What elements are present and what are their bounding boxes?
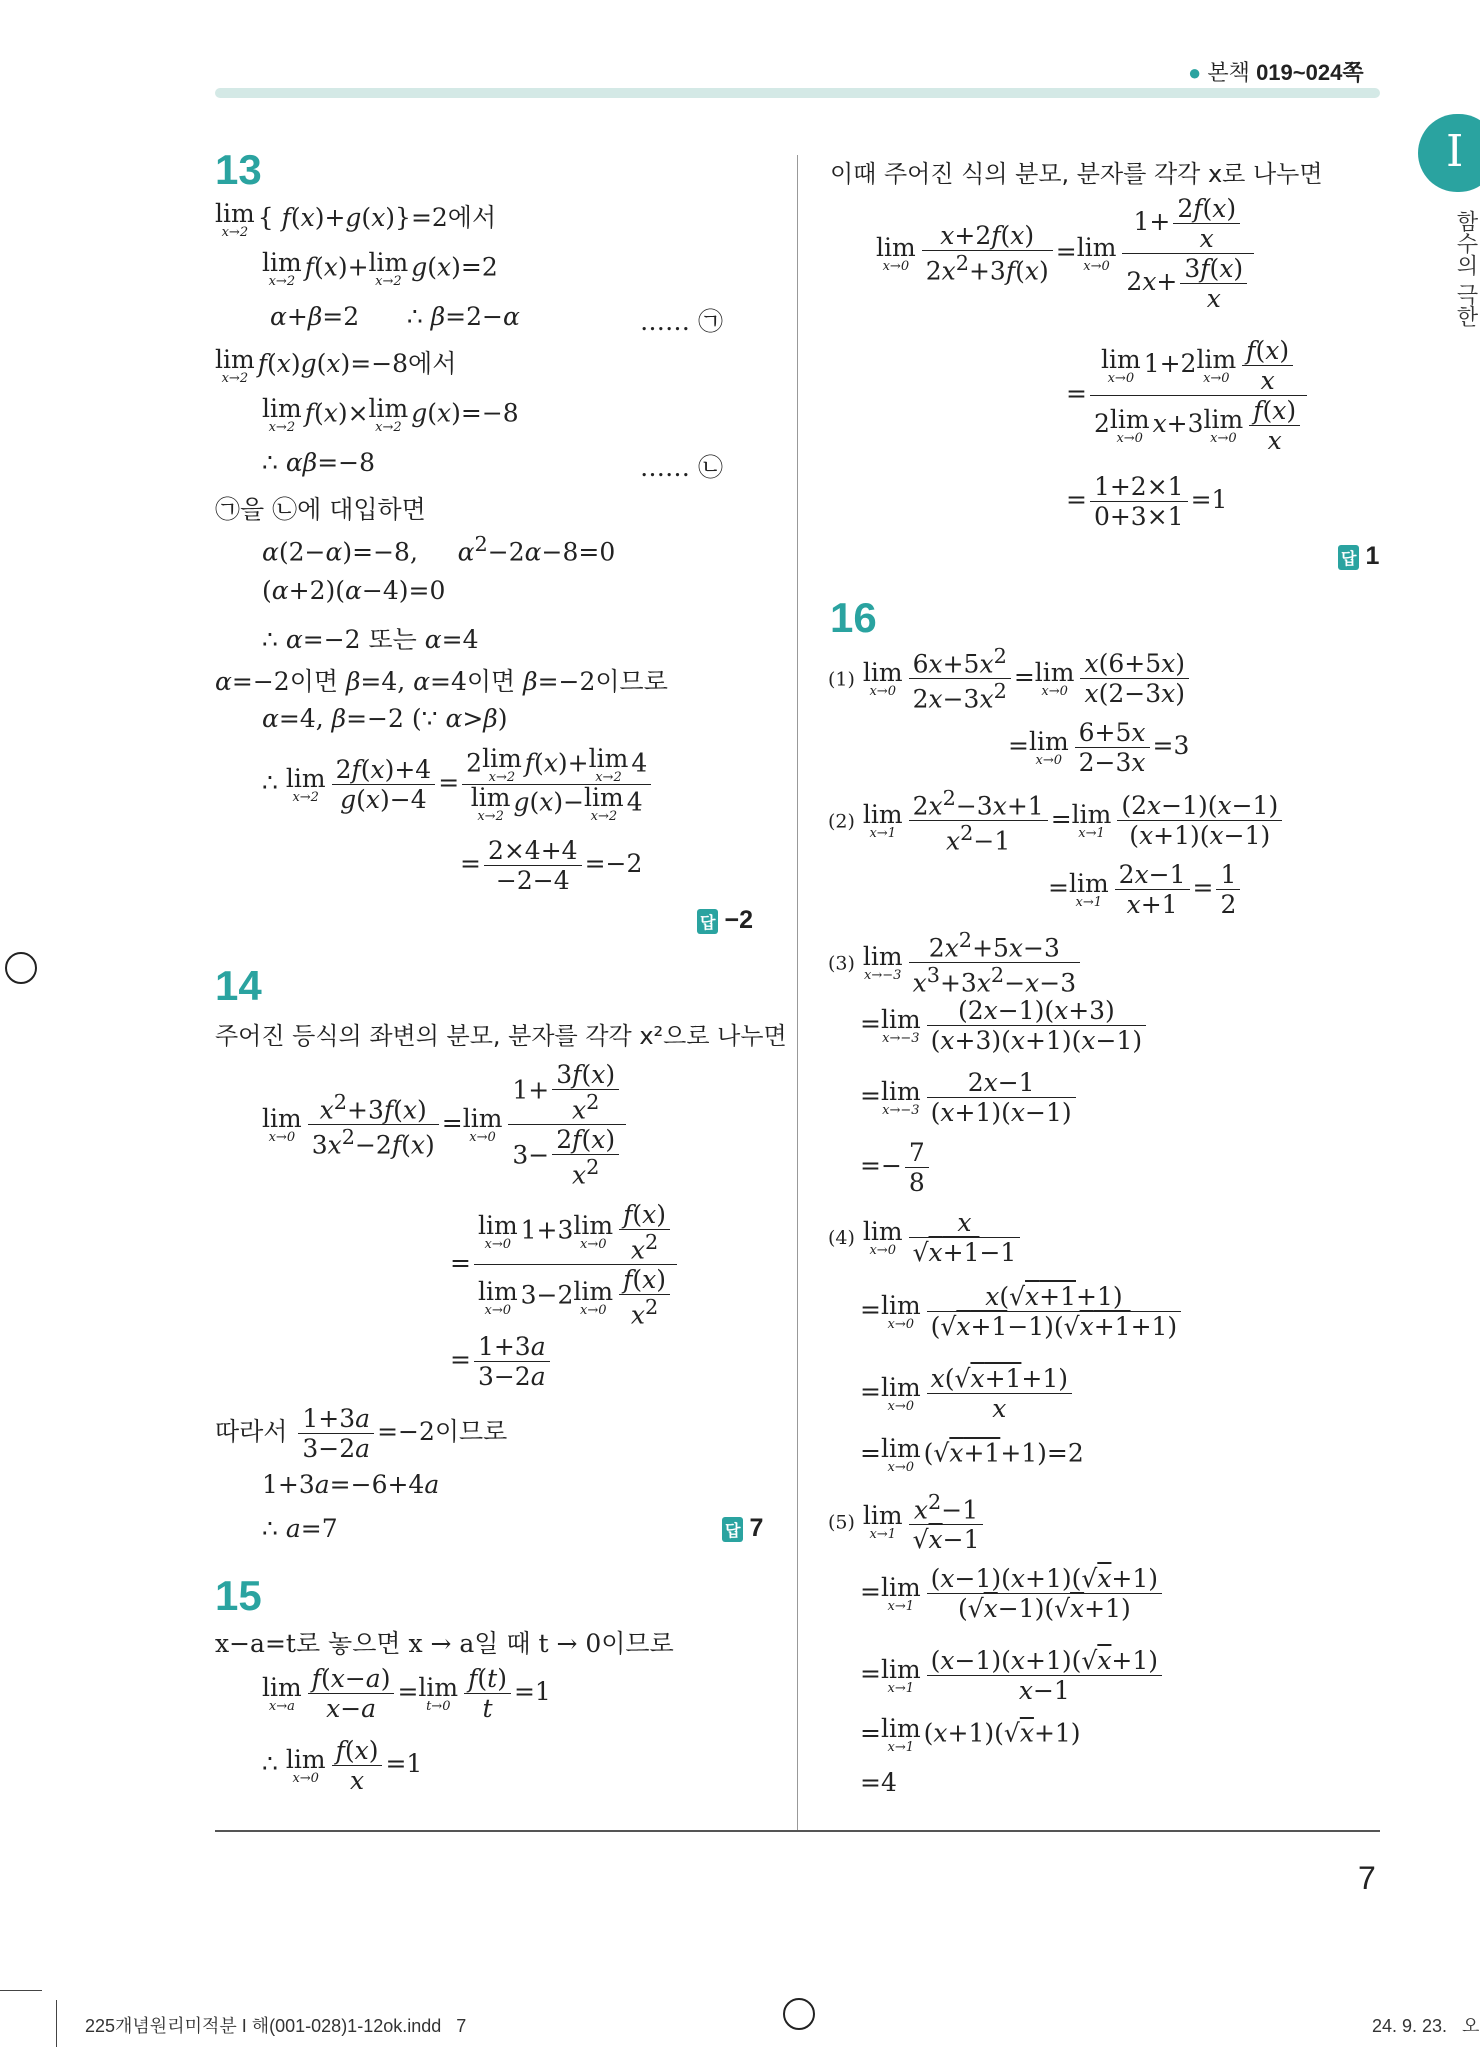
footer-mark: [56, 2000, 57, 2047]
solution-line: lim x→2 f(x)g(x)=−8에서: [215, 344, 457, 386]
header-bar: [215, 88, 1380, 98]
answer-15: 답 1: [1338, 542, 1379, 571]
chapter-title: 함수의 극한: [1453, 210, 1478, 327]
registration-mark-icon: [5, 952, 37, 984]
solution-line: lim x→a $\frac{f(x-a)}{x-a}$ =lim t→0 $\frac{f(t)}{t}$ =1: [262, 1664, 551, 1723]
footer-file: 225개념원리미적분 I 해(001-028)1-12ok.indd 7: [85, 2016, 467, 2036]
solution-line: ∴ αβ=−8: [262, 448, 376, 477]
solution-line: =lim x→1 $\frac{(x-1)(x+1)(√x+1)}{(√x-1)(√x+1)}$: [860, 1564, 1165, 1623]
footer-date: 24. 9. 23. 오: [1372, 2016, 1480, 2036]
solution-line: ∴ a=7: [262, 1514, 338, 1543]
problem-15-continued: 이때 주어진 식의 분모, 분자를 각각 x로 나누면: [830, 160, 1323, 188]
problem-number-13: 13: [215, 146, 262, 193]
solution-line: =− $\frac{7}{8}$: [860, 1138, 932, 1197]
solution-line: (4) lim x→0 $\frac{x}{√x+1-1}$: [828, 1208, 1023, 1267]
solution-line: =lim x→0 (√x+1+1)=2: [860, 1434, 1084, 1475]
solution-line: = $\frac{2\times 4+4}{-2-4}$ =−2: [460, 836, 643, 895]
solution-line: α=−2이면 β=4, α=4이면 β=−2이므로: [215, 667, 668, 696]
answer-13: 답 −2: [697, 906, 753, 935]
page-number: 7: [1358, 1860, 1376, 1896]
problem-number-14: 14: [215, 962, 262, 1009]
solution-line: =lim x→0 $\frac{x(√x+1+1)}{x}$: [860, 1364, 1075, 1423]
solution-line: 따라서 $\frac{1+3a}{3-2a}$ =−2이므로: [215, 1404, 508, 1463]
solution-line: lim x→0 $\frac{x+2f(x)}{2x^2+3f(x)}$ =lim x→0 1+ $\frac{2f(x)}{x}$ 2x+ $\frac{3f(x)}{x}$: [876, 194, 1257, 313]
chapter-tab: I: [1418, 114, 1480, 192]
solution-line: ∴ lim x→0 $\frac{f(x)}{x}$ =1: [262, 1736, 423, 1795]
solution-line: (α+2)(α−4)=0: [262, 576, 446, 605]
solution-line: α=4, β=−2 (∵ α>β): [262, 704, 508, 733]
solution-line: ㉠을 ㉡에 대입하면: [215, 495, 426, 524]
answer-14: 답 7: [722, 1514, 763, 1543]
bullet-icon: ●: [1188, 60, 1202, 85]
solution-line: = lim x→0 1+2lim x→0 $\frac{f(x)}{x}$ 2lim x→0 x+3lim x→0 $\frac{f(x)}{x}$: [1066, 336, 1310, 455]
solution-line: =lim x→1 $\frac{(x-1)(x+1)(√x+1)}{x-1}$: [860, 1646, 1165, 1705]
problem-number-15: 15: [215, 1572, 262, 1619]
solution-line: (1) lim x→0 $\frac{6x+5x^2}{2x-3x^2}$ =lim x→0 $\frac{x(6+5x)}{x(2-3x)}$: [828, 644, 1192, 714]
solution-line: lim x→2 f(x)+lim x→2 g(x)=2: [262, 248, 498, 289]
solution-line: 1+3a=−6+4a: [262, 1470, 440, 1499]
solution-line: α(2−α)=−8, $\alpha^2-2\alpha-8=0$: [262, 532, 616, 567]
solution-line: =lim x→1 $\frac{2x-1}{x+1}$ = $\frac{1}{2}$: [1048, 860, 1243, 919]
solution-line: (2) lim x→1 $\frac{2x^2-3x+1}{x^2-1}$ =lim x→1 $\frac{(2x-1)(x-1)}{(x+1)(x-1)}$: [828, 786, 1285, 856]
solution-line: =lim x→−3 $\frac{(2x-1)(x+3)}{(x+3)(x+1)(x-1)}$: [860, 996, 1149, 1055]
solution-line: ∴ lim x→2 $\frac{2f(x)+4}{g(x)-4}$ = 2lim x→2 f(x)+lim x→2 4 lim x→2 g(x)−lim x→2 4: [262, 746, 654, 823]
equation-tag: …… ㉡: [640, 453, 723, 482]
registration-mark-icon: [783, 1998, 815, 2030]
solution-line: lim x→2 f(x)×lim x→2 g(x)=−8: [262, 394, 519, 435]
bottom-rule: [215, 1830, 1380, 1832]
solution-line: ∴ α=−2 또는 α=4: [262, 625, 479, 654]
solution-line: (3) lim x→−3 $\frac{2x^2+5x-3}{x^3+3x^2-x-3}$: [828, 928, 1083, 998]
solution-line: = $\frac{1+2\times 1}{0+3\times 1}$ =1: [1066, 472, 1228, 531]
solution-line: α+β=2 ∴ β=2−α: [270, 302, 520, 331]
solution-line: =4: [860, 1768, 897, 1797]
problem-14-intro: 주어진 등식의 좌변의 분모, 분자를 각각 x²으로 나누면: [215, 1022, 787, 1050]
solution-line: = $\frac{1+3a}{3-2a}$: [450, 1332, 553, 1391]
solution-line: lim x→2 { f(x)+g(x)}=2에서: [215, 198, 497, 240]
solution-line: (5) lim x→1 $\frac{x^2-1}{√x-1}$: [828, 1490, 986, 1554]
solution-line: =lim x→−3 $\frac{2x-1}{(x+1)(x-1)}$: [860, 1068, 1079, 1127]
solution-line: lim x→0 $\frac{x^2+3f(x)}{3x^2-2f(x)}$ =lim x→0 1+ $\frac{3f(x)}{x^2}$ 3− $\frac{2f(x)}{x^2}$: [262, 1060, 629, 1190]
solution-line: =lim x→0 $\frac{6+5x}{2-3x}$ =3: [1008, 718, 1190, 777]
problem-15-intro: x−a=t로 놓으면 x → a일 때 t → 0이므로: [215, 1629, 674, 1658]
column-divider: [797, 155, 798, 1830]
footer-rule: [0, 1990, 42, 1991]
problem-number-16: 16: [830, 594, 877, 641]
solution-line: = lim x→0 1+3lim x→0 $\frac{f(x)}{x^2}$ lim x→0 3−2lim x→0 $\frac{f(x)}{x^2}$: [450, 1200, 680, 1330]
solution-line: =lim x→1 (x+1)(√x+1): [860, 1714, 1081, 1755]
header-label: ● 본책 019~024쪽: [1188, 60, 1364, 85]
solution-line: =lim x→0 $\frac{x(√x+1+1)}{(√x+1-1)(√x+1+1)}$: [860, 1282, 1184, 1341]
equation-tag: …… ㉠: [640, 307, 723, 336]
